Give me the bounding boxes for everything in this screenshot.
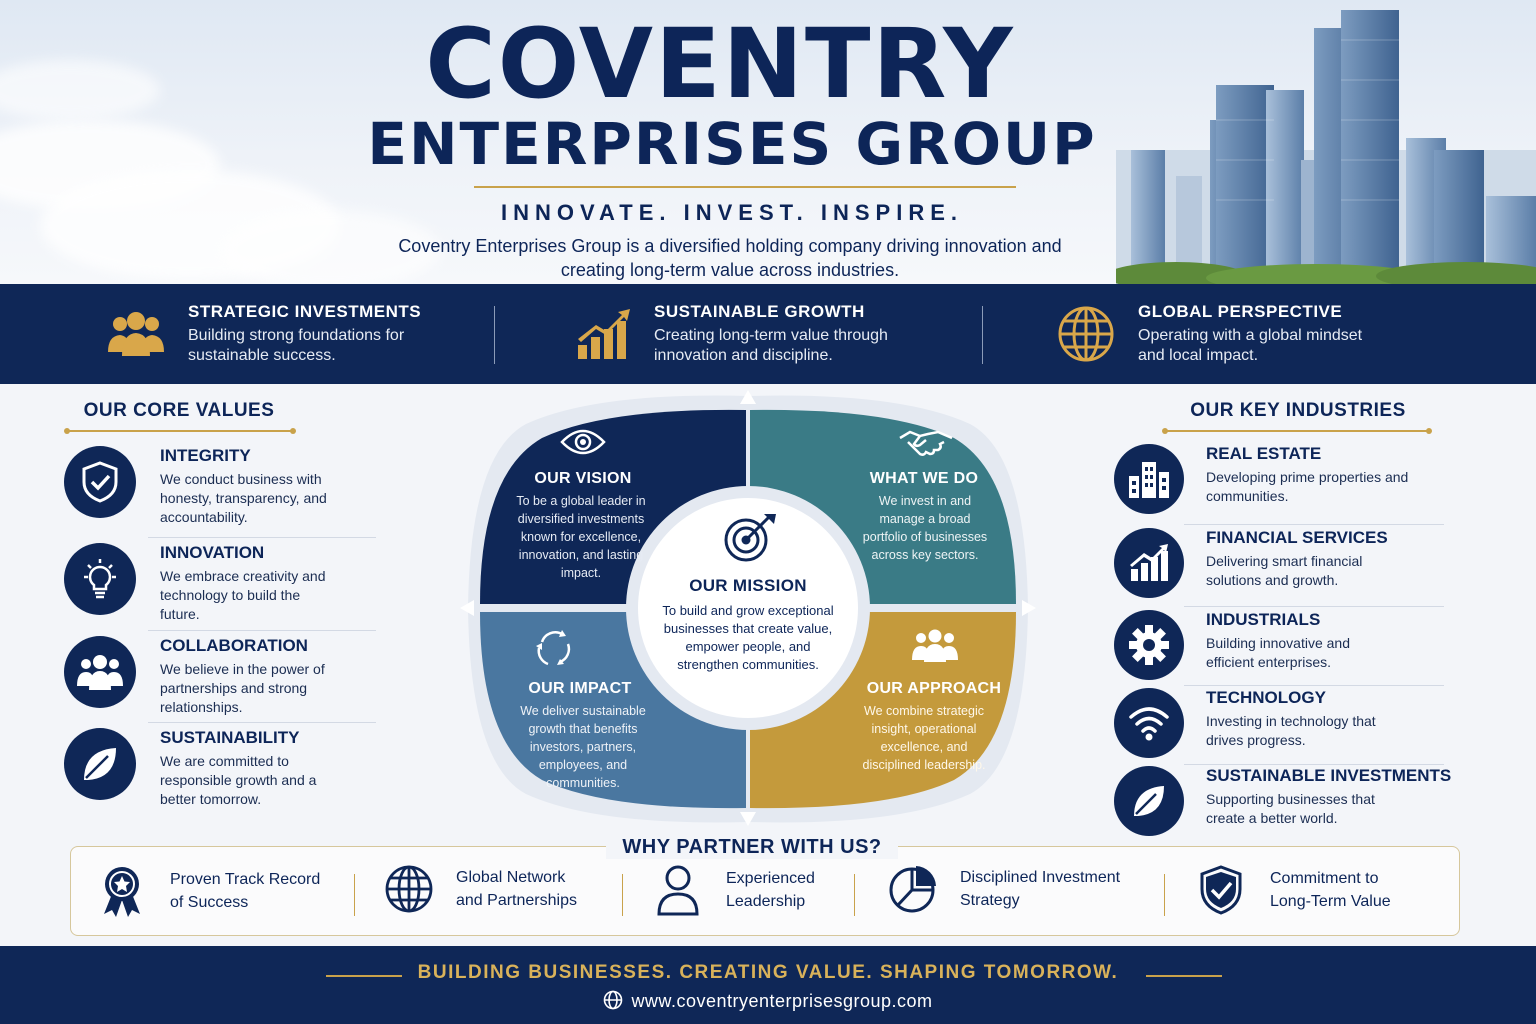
partner-divider: [622, 874, 623, 916]
partner-item-track-record: [100, 864, 320, 918]
industry-desc: Supporting businesses that create a better world.: [1206, 791, 1375, 826]
value-desc: We believe in the power of partnerships and strong relationships.: [160, 661, 325, 715]
industry-title: TECHNOLOGY: [1206, 688, 1326, 707]
website-url[interactable]: www.coventryenterprisesgroup.com: [631, 991, 933, 1011]
impact-title: OUR IMPACT: [528, 680, 632, 697]
band-divider: [982, 306, 983, 364]
row-divider: [1184, 524, 1444, 525]
value-integrity: [64, 446, 350, 527]
pillar-desc: Operating with a global mindset and local impact.: [1138, 327, 1363, 364]
partner-line2: Long-Term Value: [1270, 893, 1391, 910]
industry-desc: Delivering smart financial solutions and growth.: [1206, 553, 1363, 588]
award-ribbon-icon: [100, 864, 144, 918]
partner-line2: Strategy: [960, 892, 1020, 909]
row-divider: [148, 722, 376, 723]
intro-text: Coventry Enterprises Group is a diversified holding company driving innovation and creating long-term value across industries.: [398, 236, 1062, 280]
pillar-desc: Building strong foundations for sustainable success.: [188, 327, 405, 364]
bar-growth-icon: [1114, 528, 1184, 598]
leaf-icon: [1114, 766, 1184, 836]
mission-title: OUR MISSION: [689, 576, 807, 595]
value-desc: We conduct business with honesty, transparency, and accountability.: [160, 471, 327, 525]
core-values-heading: OUR CORE VALUES: [83, 400, 275, 421]
industry-desc: Building innovative and efficient enterprises.: [1206, 635, 1350, 670]
industry-title: FINANCIAL SERVICES: [1206, 528, 1388, 547]
partner-line2: and Partnerships: [456, 892, 577, 909]
pillar-sustainable-growth: [576, 284, 914, 384]
what-we-do-title: WHAT WE DO: [869, 470, 979, 487]
core-values-rule: [66, 430, 294, 432]
website-link[interactable]: [0, 990, 1536, 1012]
leaf-icon: [64, 728, 136, 800]
row-divider: [148, 537, 376, 538]
footer-slogan: BUILDING BUSINESSES. CREATING VALUE. SHAPING TOMORROW.: [417, 962, 1119, 983]
row-divider: [1184, 606, 1444, 607]
industry-desc: Developing prime properties and communities.: [1206, 469, 1409, 504]
partner-line1: Experienced: [726, 870, 815, 887]
row-divider: [1184, 685, 1444, 686]
company-title-line2: ENTERPRISES GROUP: [367, 110, 1097, 178]
value-title: INNOVATION: [160, 543, 265, 562]
impact-desc: We deliver sustainable growth that benefits investors, partners, employees, and communities.: [520, 704, 646, 790]
mission-desc: To build and grow exceptional businesses that create value, empower people, and strengthen communities.: [662, 603, 834, 672]
globe-icon: [603, 990, 623, 1010]
target-icon: [720, 512, 778, 564]
vision-desc: To be a global leader in diversified investments known for excellence, innovation, and lasting impact.: [516, 494, 646, 580]
industry-title: INDUSTRIALS: [1206, 610, 1321, 629]
mission-wheel: [456, 384, 1040, 832]
row-divider: [1184, 764, 1444, 765]
what-we-do-desc: We invest in and manage a broad portfolio of businesses across key sectors.: [862, 494, 988, 562]
footer: [0, 946, 1536, 1024]
tagline: INNOVATE. INVEST. INSPIRE.: [500, 200, 963, 225]
industry-technology: [1114, 688, 1396, 758]
growth-chart-icon: [576, 307, 632, 361]
partner-divider: [1164, 874, 1165, 916]
partner-divider: [354, 874, 355, 916]
partner-line1: Proven Track Record: [170, 871, 321, 888]
industries-heading: OUR KEY INDUSTRIES: [1190, 400, 1406, 421]
partner-line1: Disciplined Investment: [960, 869, 1121, 886]
gear-icon: [1114, 610, 1184, 680]
pillar-global-perspective: [1056, 284, 1388, 384]
approach-title: OUR APPROACH: [866, 680, 1002, 697]
globe-icon: [1056, 304, 1116, 364]
industry-desc: Investing in technology that drives progress.: [1206, 713, 1376, 748]
industry-title: SUSTAINABLE INVESTMENTS: [1206, 766, 1452, 785]
value-innovation: [64, 543, 330, 624]
industry-title: REAL ESTATE: [1206, 444, 1322, 463]
partner-line2: of Success: [170, 894, 249, 911]
band-divider: [494, 306, 495, 364]
pillars-band: [0, 284, 1536, 384]
pillar-title: STRATEGIC INVESTMENTS: [188, 302, 422, 321]
industry-industrials: [1114, 610, 1396, 680]
partner-line2: Leadership: [726, 893, 806, 910]
value-title: INTEGRITY: [160, 446, 251, 465]
buildings-icon: [1114, 444, 1184, 514]
partner-line1: Global Network: [456, 869, 566, 886]
globe-icon: [384, 864, 434, 914]
team-icon: [64, 636, 136, 708]
pie-chart-icon: [888, 864, 938, 914]
partner-divider: [854, 874, 855, 916]
pillar-strategic-investments: [106, 284, 428, 384]
handshake-icon: [898, 428, 954, 458]
industry-real-estate: [1114, 444, 1416, 514]
industry-financial-services: [1114, 528, 1406, 598]
value-sustainability: [64, 728, 340, 809]
pillar-title: GLOBAL PERSPECTIVE: [1138, 302, 1343, 321]
value-desc: We are committed to responsible growth and a better tomorrow.: [160, 753, 317, 807]
why-partner-heading: WHY PARTNER WITH US?: [606, 836, 898, 859]
industries-rule: [1164, 430, 1430, 432]
person-icon: [656, 864, 700, 916]
company-title-line1: COVENTRY: [425, 8, 1015, 120]
partner-item-long-term-value: [1198, 864, 1391, 916]
people-icon: [106, 310, 166, 358]
partner-line1: Commitment to: [1270, 870, 1379, 887]
wifi-icon: [1114, 688, 1184, 758]
row-divider: [148, 630, 376, 631]
shield-check-icon: [64, 446, 136, 518]
industry-sustainable-investments: [1114, 766, 1451, 836]
pillar-desc: Creating long-term value through innovation and discipline.: [654, 327, 888, 364]
value-title: COLLABORATION: [160, 636, 308, 655]
lightbulb-icon: [64, 543, 136, 615]
partner-item-global-network: [384, 864, 577, 914]
value-desc: We embrace creativity and technology to build the future.: [160, 568, 326, 622]
partner-item-investment-strategy: [888, 864, 1120, 914]
partner-item-leadership: [656, 864, 815, 916]
eye-icon: [560, 426, 606, 458]
pillar-title: SUSTAINABLE GROWTH: [654, 302, 865, 321]
approach-desc: We combine strategic insight, operational excellence, and disciplined leadership.: [862, 704, 986, 772]
value-title: SUSTAINABILITY: [160, 728, 300, 747]
shield-check-icon: [1198, 864, 1244, 916]
group-icon: [912, 628, 958, 664]
title-divider: [474, 186, 1016, 188]
value-collaboration: [64, 636, 340, 717]
cycle-icon: [534, 628, 574, 668]
vision-title: OUR VISION: [534, 470, 632, 487]
